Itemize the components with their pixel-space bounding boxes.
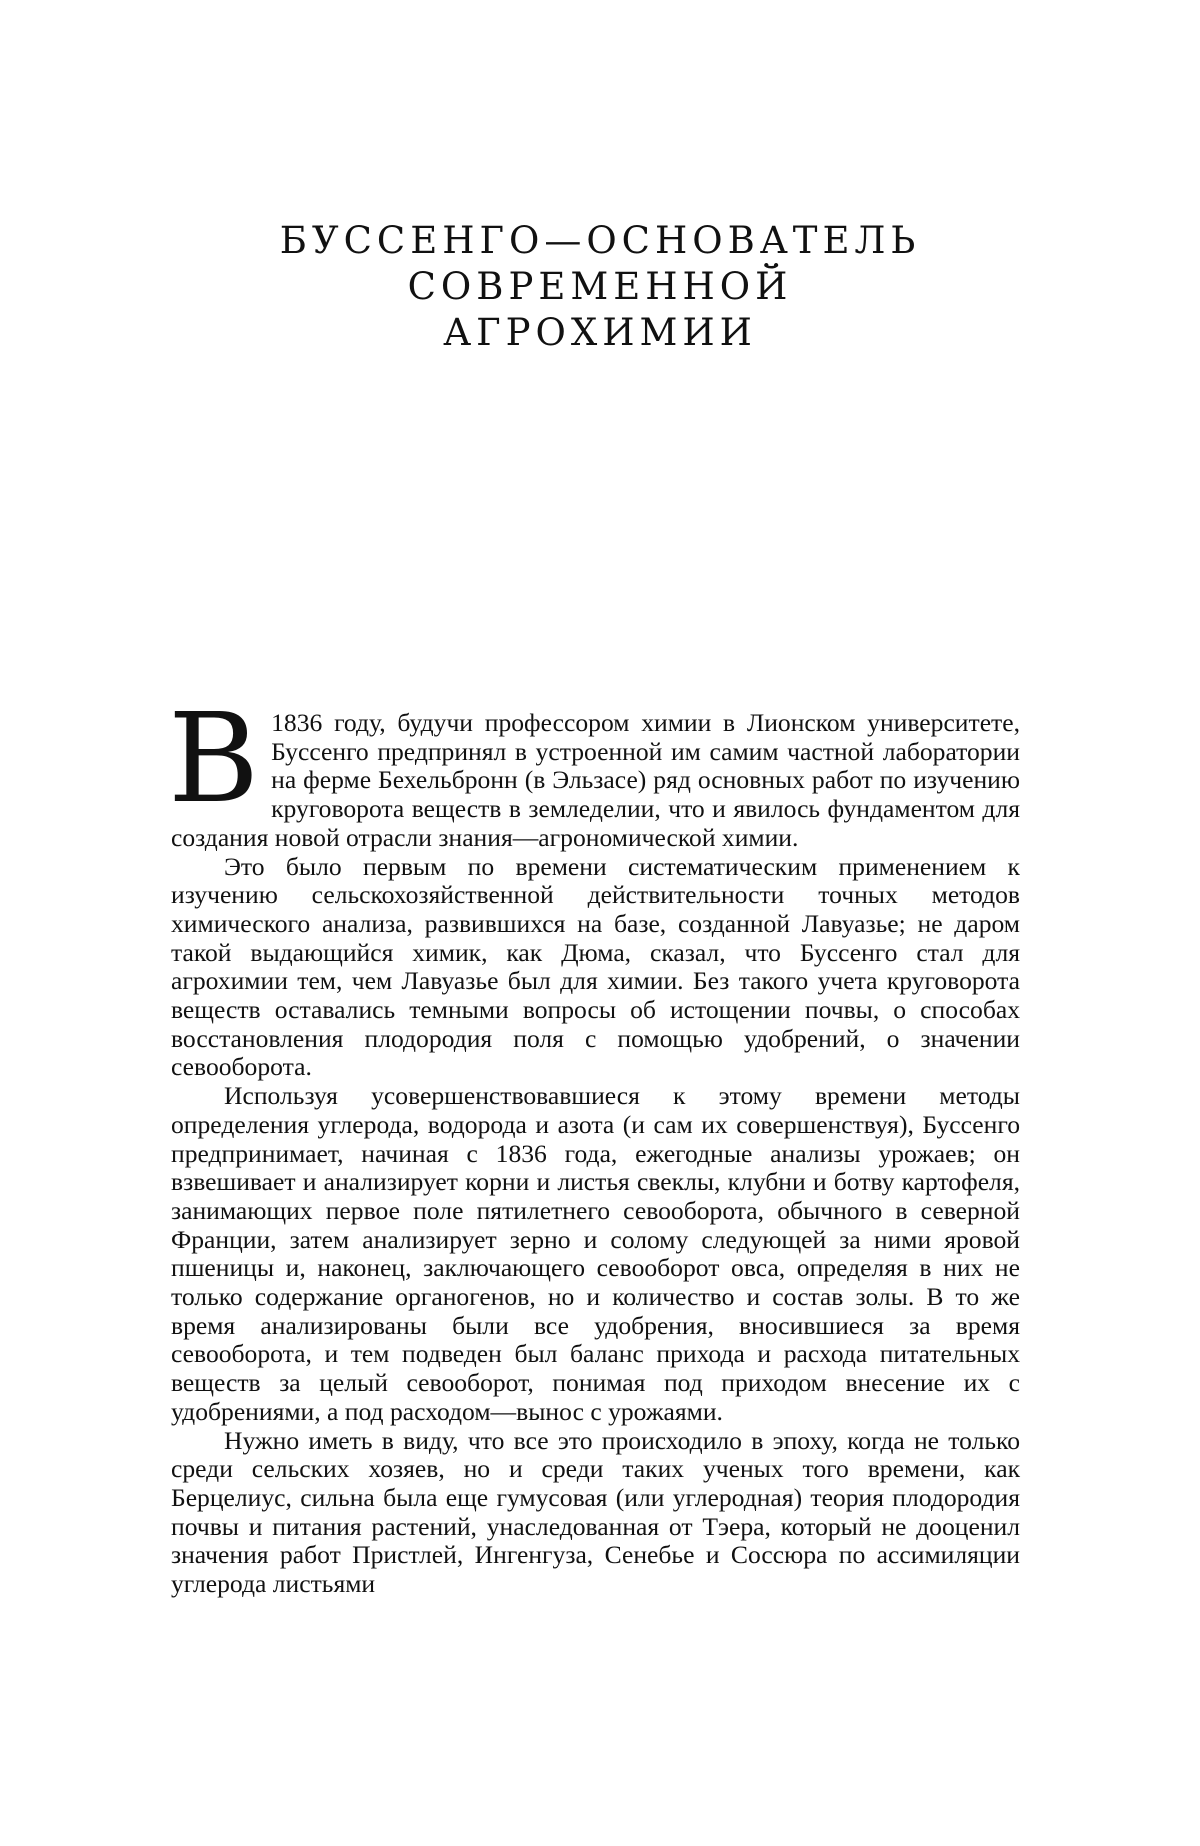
paragraph-1-text: 1836 году, будучи профессором химии в Лионском университете, Буссенго предпринял в устроенной им самим частной лаборатории на ферме Бехельбронн (в Эльзасе) ряд основных работ по изучению круговорота веществ в земледелии, что и явилось фундаментом для создания новой отрасли знания—агрономической химии. — [171, 708, 1020, 852]
paragraph-2: Это было первым по времени систематическим применением к изучению сельскохозяйственной действительности точных методов химического анализа, развившихся на базе, созданной Лавуазье; не даром такой выдающийся химик, как Дюма, сказал, что Буссенго стал для агрохимии тем, чем Лавуазье был для химии. Без такого учета круговорота веществ оставались темными вопросы об истощении почвы, о способах восстановления плодородия поля с помощью удобрений, о значении севооборота. — [171, 851, 1020, 1082]
paragraph-4: Нужно иметь в виду, что все это происходило в эпоху, когда не только среди сельских хозяев, но и среди таких ученых того времени, как Берцелиус, сильна была еще гумусовая (или углеродная) теория плодородия почвы и питания растений, унаследованная от Тэера, который не дооценил значения работ Пристлей, Ингенгуза, Сенебье и Соссюра по ассимиляции углерода листьями — [171, 1425, 1020, 1599]
drop-cap-letter: В — [168, 687, 260, 831]
chapter-title-line-2: АГРОХИМИИ — [443, 311, 757, 354]
chapter-title — [150, 218, 1050, 356]
paragraph-1 — [168, 687, 1020, 853]
article-body — [168, 687, 1020, 1599]
paragraph-3: Используя усовершенствовавшиеся к этому времени методы определения углерода, водорода и азота (и сам их совершенствуя), Буссенго предпринимает, начиная с 1836 года, ежегодные анализы урожаев; он взвешивает и анализирует корни и листья свеклы, клубни и ботву картофеля, занимающих первое поле пятилетнего севооборота, обычного в северной Франции, затем анализирует зерно и солому следующей за ними яровой пшеницы и, наконец, заключающего севооборот овса, определяя в них не только содержание органогенов, но и количество и состав золы. В то же время анализированы были все удобрения, вносившиеся за время севооборота, и тем подведен был баланс прихода и расхода питательных веществ за целый севооборот, понимая под приходом внесение их с удобрениями, а под расходом—вынос с урожаями. — [171, 1081, 1020, 1426]
chapter-title-line-1: БУССЕНГО—ОСНОВАТЕЛЬ СОВРЕМЕННОЙ — [279, 219, 921, 308]
